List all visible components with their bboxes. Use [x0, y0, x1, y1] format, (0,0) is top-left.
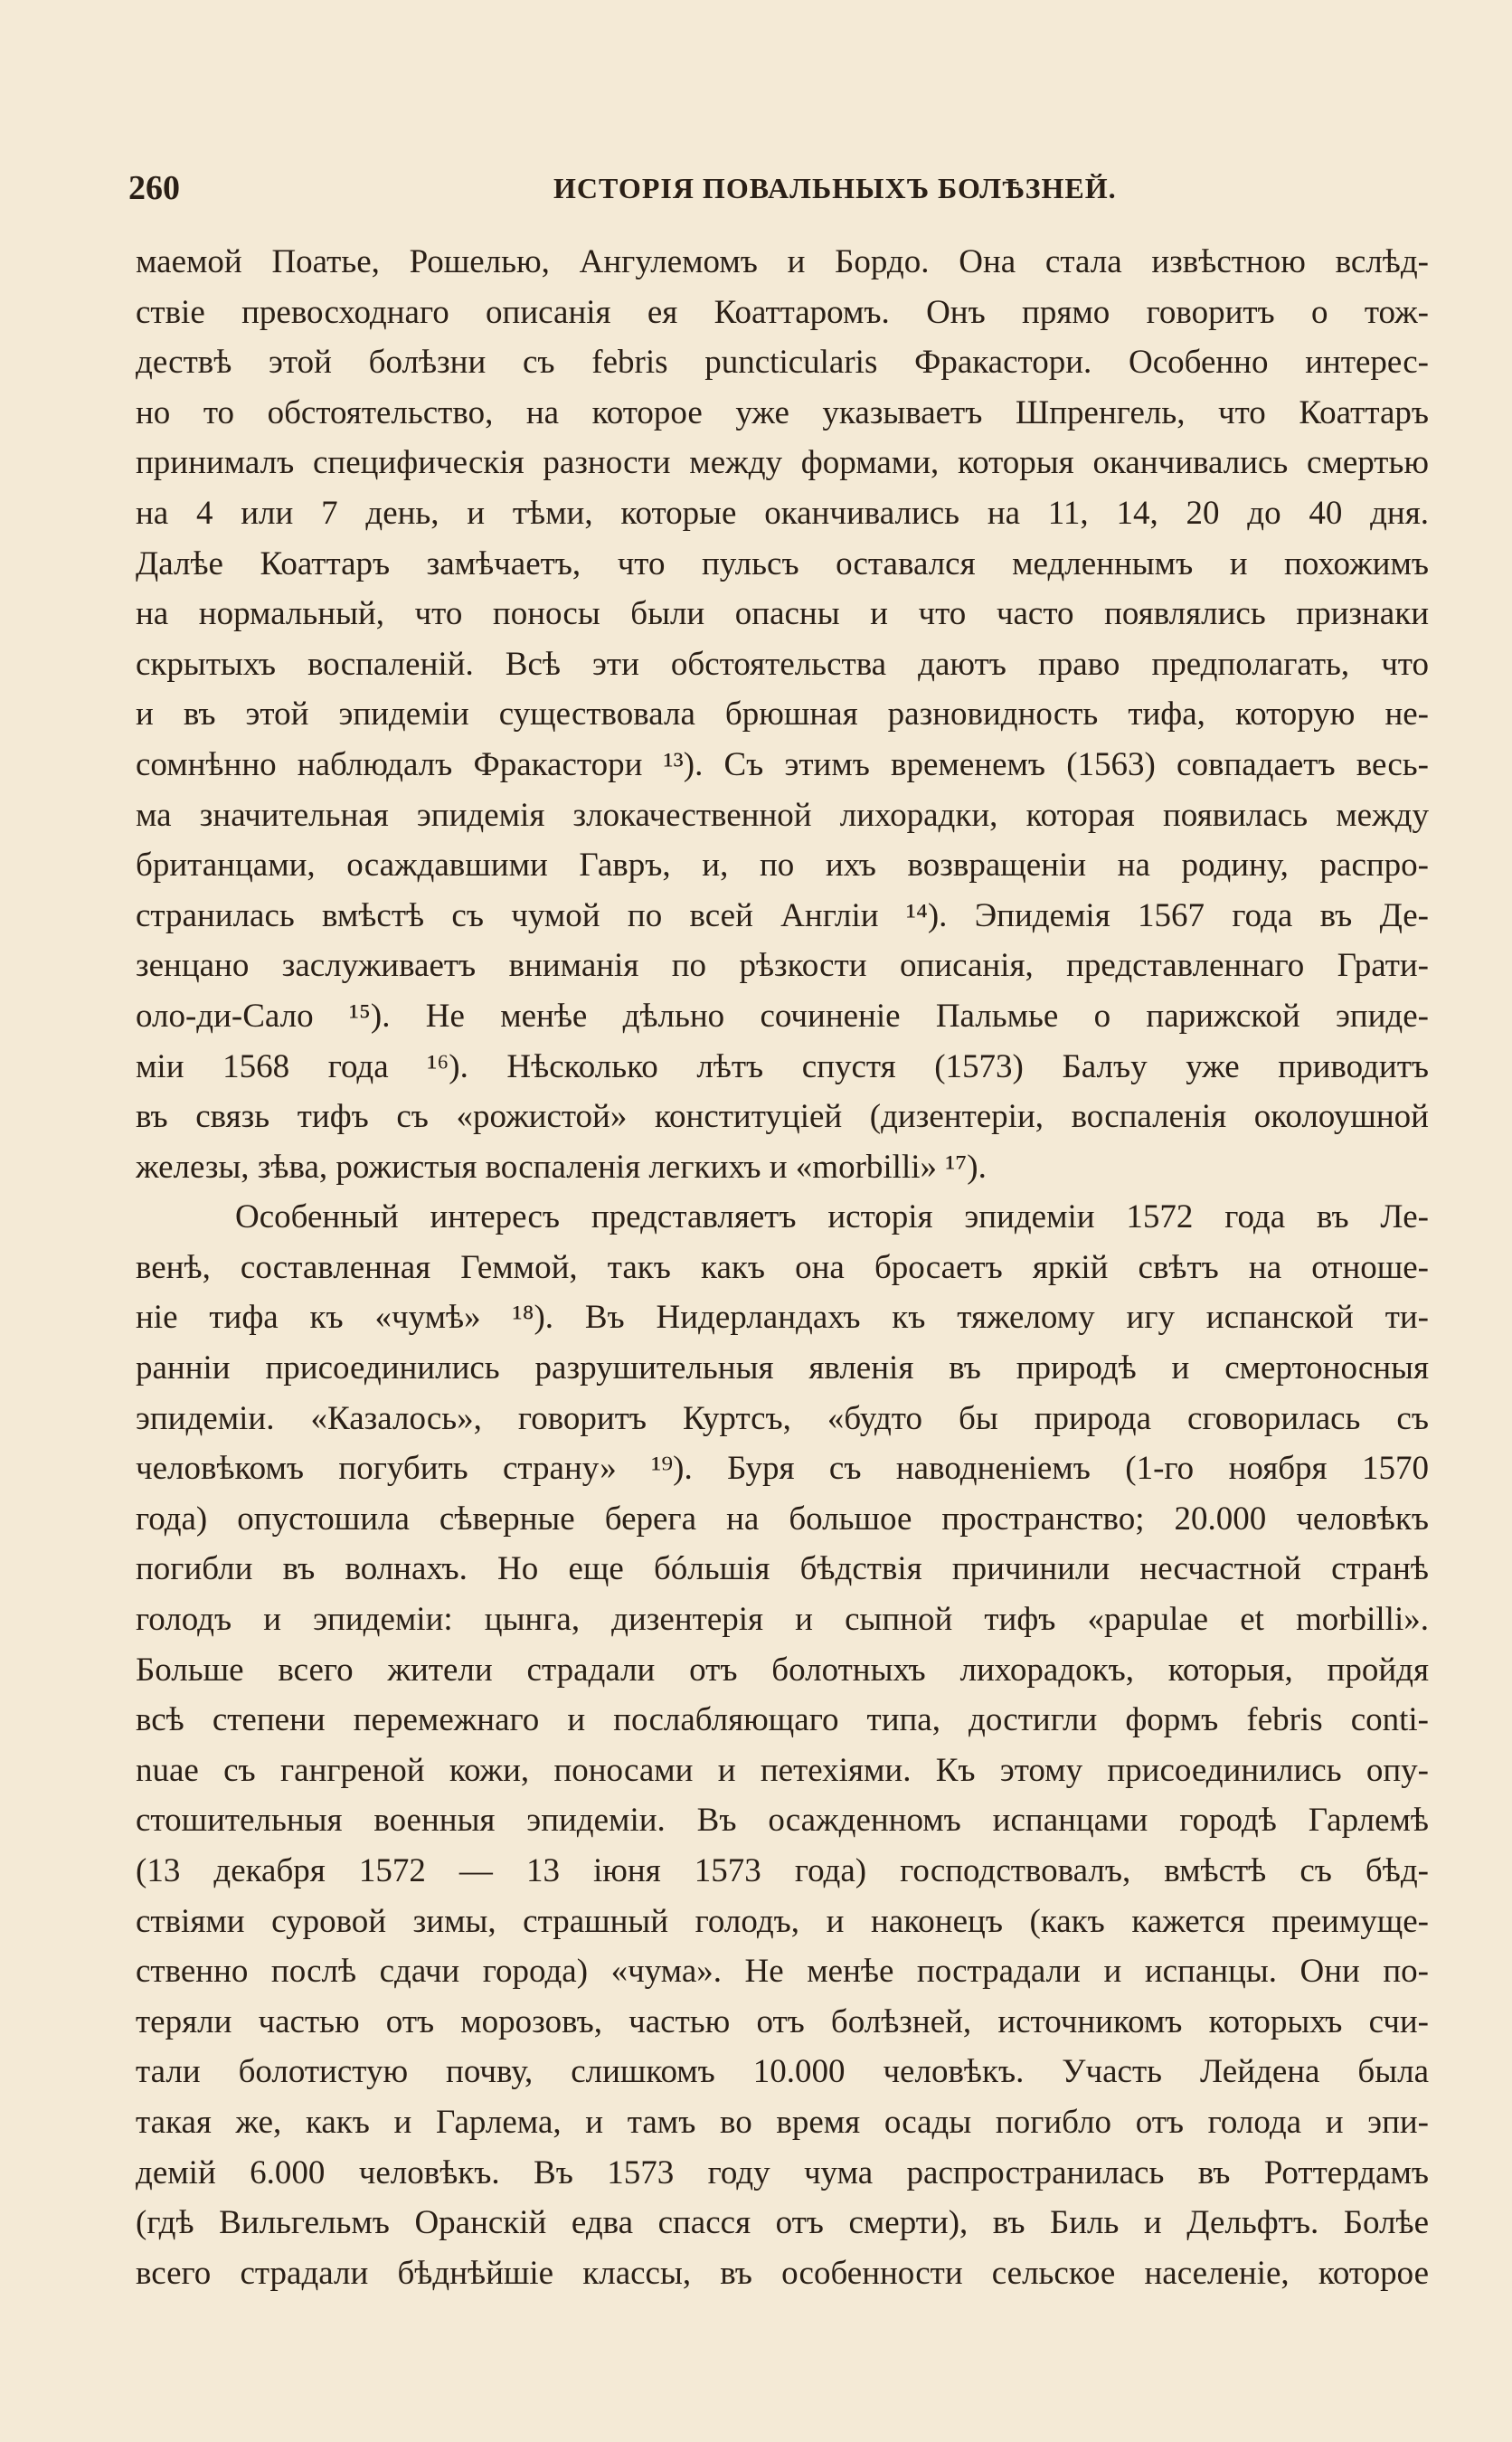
text-line: всѣ степени перемежнаго и послабляющаго типа, достигли формъ febris conti-	[136, 1701, 1429, 1739]
text-line: стошительныя военныя эпидеміи. Въ осажденномъ испанцами городѣ Гарлемѣ	[136, 1802, 1429, 1840]
text-line: ственно послѣ сдачи города) «чума». Не менѣе пострадали и испанцы. Они по-	[136, 1953, 1429, 1991]
text-line: Больше всего жители страдали отъ болотныхъ лихорадокъ, которыя, пройдя	[136, 1651, 1429, 1689]
page-header	[128, 168, 1431, 213]
text-line: человѣкомъ погубить страну» ¹⁹). Буря съ наводненіемъ (1-го ноября 1570	[136, 1450, 1429, 1488]
text-line: nuae съ гангреной кожи, поносами и петехіями. Къ этому присоединились опу-	[136, 1751, 1429, 1789]
text-line: но то обстоятельство, на которое уже указываетъ Шпренгель, что Коаттаръ	[136, 393, 1429, 431]
text-line: ніе тифа къ «чумѣ» ¹⁸). Въ Нидерландахъ къ тяжелому игу испанской ти-	[136, 1299, 1429, 1337]
text-line: всего страдали бѣднѣйшіе классы, въ особенности сельское населеніе, которое	[136, 2254, 1429, 2292]
text-line: (13 декабря 1572 — 13 іюня 1573 года) господствовалъ, вмѣстѣ съ бѣд-	[136, 1852, 1429, 1889]
text-line: оло-ди-Сало ¹⁵). Не менѣе дѣльно сочиненіе Пальмье о парижской эпиде-	[136, 997, 1429, 1035]
text-line: ма значительная эпидемія злокачественной лихорадки, которая появилась между	[136, 796, 1429, 834]
text-line: скрытыхъ воспаленій. Всѣ эти обстоятельства даютъ право предполагать, что	[136, 645, 1429, 683]
text-line: маемой Поатье, Рошелью, Ангулемомъ и Бордо. Она стала извѣстною вслѣд-	[136, 243, 1429, 280]
text-line: такая же, какъ и Гарлема, и тамъ во время осады погибло отъ голода и эпи-	[136, 2103, 1429, 2141]
text-line: демій 6.000 человѣкъ. Въ 1573 году чума распространилась въ Роттердамъ	[136, 2153, 1429, 2191]
text-line: и въ этой эпидеміи существовала брюшная разновидность тифа, которую не-	[136, 696, 1429, 734]
text-line: міи 1568 года ¹⁶). Нѣсколько лѣтъ спустя (1573) Балъу уже приводитъ	[136, 1047, 1429, 1085]
text-line: Особенный интересъ представляетъ исторія эпидеміи 1572 года въ Ле-	[235, 1198, 1429, 1236]
text-line: на 4 или 7 день, и тѣми, которые оканчивались на 11, 14, 20 до 40 дня.	[136, 494, 1429, 532]
text-line: странилась вмѣстѣ съ чумой по всей Англіи ¹⁴). Эпидемія 1567 года въ Де-	[136, 896, 1429, 934]
text-line: ствіе превосходнаго описанія ея Коаттаромъ. Онъ прямо говоритъ о тож-	[136, 293, 1429, 331]
text-line: голодъ и эпидеміи: цынга, дизентерія и сыпной тифъ «papulae et morbilli».	[136, 1601, 1429, 1639]
running-title: ИСТОРІЯ ПОВАЛЬНЫХЪ БОЛѢЗНЕЙ.	[553, 172, 1117, 204]
text-line: ранніи присоединились разрушительныя явленія въ природѣ и смертоносныя	[136, 1349, 1429, 1387]
page-number: 260	[128, 169, 180, 207]
text-line: тали болотистую почву, слишкомъ 10.000 человѣкъ. Участь Лейдена была	[136, 2053, 1429, 2091]
text-line: железы, зѣва, рожистыя воспаленія легкихъ и «morbilli» ¹⁷).	[136, 1148, 987, 1186]
text-line: въ связь тифъ съ «рожистой» конституціей (дизентеріи, воспаленія околоушной	[136, 1098, 1429, 1136]
text-line: погибли въ волнахъ. Но еще бóльшія бѣдствія причинили несчастной странѣ	[136, 1550, 1429, 1588]
text-line: (гдѣ Вильгельмъ Оранскій едва спасся отъ смерти), въ Биль и Дельфтъ. Болѣе	[136, 2204, 1429, 2242]
text-line: года) опустошила сѣверные берега на большое пространство; 20.000 человѣкъ	[136, 1500, 1429, 1538]
text-line: эпидеміи. «Казалось», говоритъ Куртсъ, «будто бы природа сговорилась съ	[136, 1399, 1429, 1437]
text-line: на нормальный, что поносы были опасны и что часто появлялись признаки	[136, 595, 1429, 633]
text-line: сомнѣнно наблюдалъ Фракастори ¹³). Съ этимъ временемъ (1563) совпадаетъ весь-	[136, 745, 1429, 783]
body-text	[136, 237, 1429, 2298]
text-line: принималъ специфическія разности между формами, которыя оканчивались смертью	[136, 444, 1429, 482]
text-line: Далѣе Коаттаръ замѣчаетъ, что пульсъ оставался медленнымъ и похожимъ	[136, 544, 1429, 582]
text-line: зенцано заслуживаетъ вниманія по рѣзкости описанія, представленнаго Грати-	[136, 947, 1429, 985]
text-line: венѣ, составленная Геммой, такъ какъ она бросаетъ яркій свѣтъ на отноше-	[136, 1248, 1429, 1286]
text-line: британцами, осаждавшими Гавръ, и, по ихъ возвращеніи на родину, распро-	[136, 847, 1429, 885]
text-line: теряли частью отъ морозовъ, частью отъ болѣзней, источникомъ которыхъ счи-	[136, 2002, 1429, 2040]
text-line: ствіями суровой зимы, страшный голодъ, и наконецъ (какъ кажется преимуще-	[136, 1902, 1429, 1940]
text-line: дествѣ этой болѣзни съ febris puncticularis Фракастори. Особенно интерес-	[136, 344, 1429, 382]
